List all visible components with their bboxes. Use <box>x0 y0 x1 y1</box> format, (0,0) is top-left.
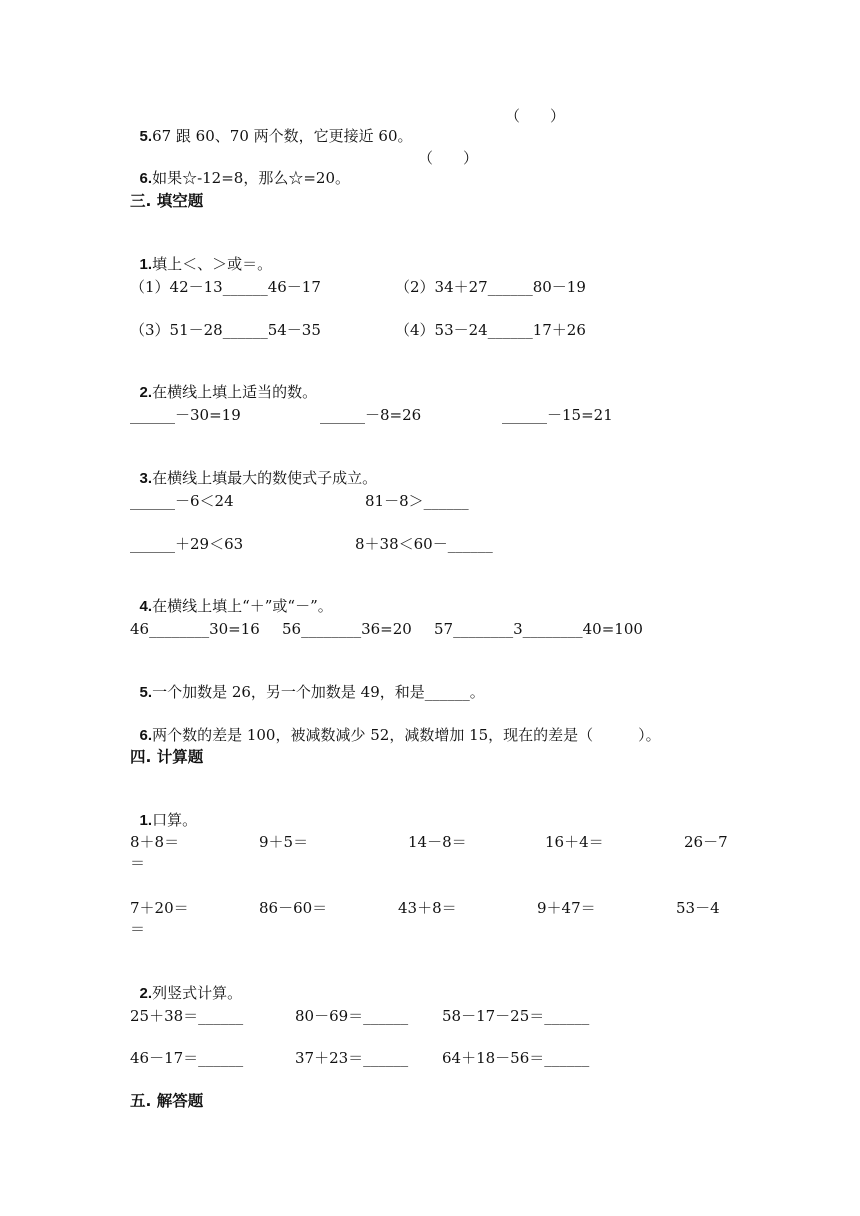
vertical-calc-item[interactable]: 64＋18－56＝______ <box>442 1049 590 1067</box>
question-number: 2. <box>139 384 153 401</box>
compare-item[interactable]: （2）34＋27______80－19 <box>395 278 586 296</box>
blank-item[interactable]: 8＋38＜60－______ <box>355 535 493 553</box>
question-number: 6. <box>139 727 153 744</box>
oral-item[interactable]: 43＋8＝ <box>398 899 457 917</box>
compare-item[interactable]: （3）51－28______54－35 <box>130 321 321 339</box>
vertical-calc-item[interactable]: 80－69＝______ <box>295 1007 409 1025</box>
oral-item[interactable]: 86－60＝ <box>259 899 328 917</box>
question-number: 6. <box>139 170 153 187</box>
blank-item[interactable]: 57________3________40=100 <box>434 620 643 638</box>
question-number: 5. <box>139 684 153 701</box>
answer-parentheses[interactable]: （ ） <box>505 107 566 125</box>
oral-item[interactable]: 8＋8＝ <box>130 833 180 851</box>
fill-question-5 <box>130 662 485 703</box>
judge-question-6 <box>130 148 350 189</box>
compare-item[interactable]: （1）42－13______46－17 <box>130 278 321 296</box>
oral-item[interactable]: 16＋4＝ <box>545 833 604 851</box>
oral-item[interactable]: 14－8＝ <box>408 833 467 851</box>
oral-item[interactable]: 9＋5＝ <box>259 833 309 851</box>
question-text: 在横线上填最大的数使式子成立。 <box>152 469 378 487</box>
blank-item[interactable]: ______－8=26 <box>320 406 422 424</box>
blank-item[interactable]: ______－15=21 <box>502 406 613 424</box>
fill-question-4 <box>130 576 333 617</box>
blank-item[interactable]: 81－8＞______ <box>365 492 469 510</box>
question-number: 1. <box>139 812 153 829</box>
oral-item-wrap: ＝ <box>130 854 146 872</box>
section-title: 四. 计算题 <box>130 748 204 766</box>
question-number: 3. <box>139 470 153 487</box>
blank-item[interactable]: ______－30=19 <box>130 406 241 424</box>
section-title: 五. 解答题 <box>130 1092 204 1110</box>
question-text: 两个数的差是 100，被减数减少 52，减数增加 15，现在的差是（ ）。 <box>152 726 661 744</box>
fill-question-6 <box>130 705 661 746</box>
fill-question-2 <box>130 362 317 403</box>
question-text: 填上＜、＞或＝。 <box>152 255 273 273</box>
blank-item[interactable]: ______＋29＜63 <box>130 535 244 553</box>
compare-item[interactable]: （4）53－24______17＋26 <box>395 321 586 339</box>
question-number: 1. <box>139 256 153 273</box>
vertical-calc-item[interactable]: 46－17＝______ <box>130 1049 244 1067</box>
fill-question-1 <box>130 234 272 275</box>
vertical-calc-item[interactable]: 25＋38＝______ <box>130 1007 244 1025</box>
question-text: 67 跟 60、70 两个数，它更接近 60。 <box>152 127 413 145</box>
question-number: 4. <box>139 598 153 615</box>
section-title: 三. 填空题 <box>130 192 204 210</box>
blank-item[interactable]: ______－6＜24 <box>130 492 234 510</box>
vertical-calc-item[interactable]: 37＋23＝______ <box>295 1049 409 1067</box>
judge-question-5 <box>130 106 412 147</box>
question-text: 在横线上填上适当的数。 <box>152 383 318 401</box>
blank-item[interactable]: 56________36=20 <box>282 620 412 638</box>
vertical-calc-item[interactable]: 58－17－25＝______ <box>442 1007 590 1025</box>
question-text: 列竖式计算。 <box>152 984 243 1002</box>
oral-item[interactable]: 7＋20＝ <box>130 899 189 917</box>
answer-parentheses[interactable]: （ ） <box>418 149 479 167</box>
calc-question-1 <box>130 790 197 831</box>
oral-item[interactable]: 26－7 <box>684 833 728 851</box>
blank-item[interactable]: 46________30=16 <box>130 620 260 638</box>
question-text: 一个加数是 26，另一个加数是 49，和是______。 <box>152 683 485 701</box>
fill-question-3 <box>130 448 377 489</box>
question-text: 口算。 <box>152 811 198 829</box>
oral-item[interactable]: 53－4 <box>676 899 720 917</box>
oral-item[interactable]: 9＋47＝ <box>537 899 596 917</box>
question-text: 如果☆-12=8，那么☆=20。 <box>152 169 350 187</box>
question-text: 在横线上填上“＋”或“－”。 <box>152 597 333 615</box>
oral-item-wrap: ＝ <box>130 920 146 938</box>
question-number: 5. <box>139 128 153 145</box>
calc-question-2 <box>130 963 242 1004</box>
question-number: 2. <box>139 985 153 1002</box>
